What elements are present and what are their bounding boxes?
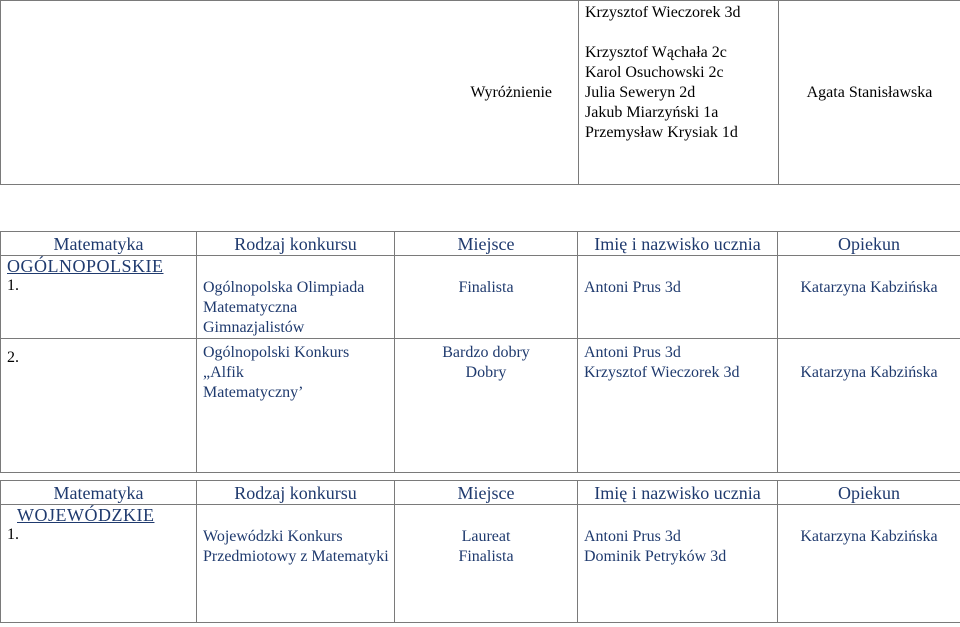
table-row <box>1 339 960 473</box>
header-subject: Matematyka <box>1 481 197 505</box>
row-number: 2. <box>7 349 19 366</box>
teacher-name: Katarzyna Kabzińska <box>800 364 938 381</box>
contest-name: Ogólnopolski Konkurs „Alfik <box>203 344 350 381</box>
student-cell <box>578 256 778 339</box>
row-number: 1. <box>7 526 19 543</box>
student-cell <box>578 339 778 473</box>
row-number-cell <box>1 339 197 473</box>
place-value: Laureat <box>461 528 511 545</box>
place-cell <box>395 256 578 339</box>
place-cell <box>395 339 578 473</box>
header-place: Miejsce <box>395 232 578 256</box>
place-cell <box>395 505 578 623</box>
table-ogolnopolskie <box>0 231 960 473</box>
row-number-cell <box>1 256 197 339</box>
student-name: Antoni Prus 3d <box>584 528 681 545</box>
student-cell <box>578 505 778 623</box>
teacher-cell <box>778 505 960 623</box>
top-teacher-cell <box>779 1 960 185</box>
top-table <box>0 0 960 185</box>
section-title: WOJEWÓDZKIE <box>17 505 155 525</box>
top-student: Karol Osuchowski 2c <box>585 64 724 81</box>
top-student: Krzysztof Wąchała 2c <box>585 44 727 61</box>
contest-name: Matematyczny’ <box>203 384 304 401</box>
place-value: Finalista <box>458 548 514 565</box>
place-value: Dobry <box>465 364 507 381</box>
contest-cell <box>197 339 395 473</box>
top-students-cell <box>579 1 779 185</box>
table-wojewodzkie <box>0 480 960 623</box>
table-row <box>1 505 960 623</box>
student-name: Antoni Prus 3d <box>584 344 681 361</box>
header-teacher: Opiekun <box>778 481 960 505</box>
place-value: Finalista <box>458 279 514 296</box>
header-row <box>1 232 960 256</box>
top-student: Jakub Miarzyński 1a <box>585 104 719 121</box>
contest-cell <box>197 505 395 623</box>
top-category-cell <box>1 1 579 185</box>
top-student-first: Krzysztof Wieczorek 3d <box>585 4 741 21</box>
top-category: Wyróżnienie <box>470 83 552 101</box>
contest-name: Przedmiotowy z Matematyki <box>203 548 389 565</box>
top-teacher: Agata Stanisławska <box>806 83 933 101</box>
row-number-cell <box>1 505 197 623</box>
table-row <box>1 256 960 339</box>
contest-cell <box>197 256 395 339</box>
header-student: Imię i nazwisko ucznia <box>578 232 778 256</box>
student-name: Antoni Prus 3d <box>584 279 681 296</box>
teacher-name: Katarzyna Kabzińska <box>800 279 938 296</box>
top-student: Julia Seweryn 2d <box>585 84 696 101</box>
header-place: Miejsce <box>395 481 578 505</box>
top-student: Przemysław Krysiak 1d <box>585 124 738 141</box>
row-number: 1. <box>7 277 19 294</box>
contest-name: Wojewódzki Konkurs <box>203 528 343 545</box>
header-teacher: Opiekun <box>778 232 960 256</box>
header-type: Rodzaj konkursu <box>197 481 395 505</box>
header-subject: Matematyka <box>1 232 197 256</box>
section-title: OGÓLNOPOLSKIE <box>7 256 164 276</box>
student-name: Krzysztof Wieczorek 3d <box>584 364 740 381</box>
header-row <box>1 481 960 505</box>
teacher-name: Katarzyna Kabzińska <box>800 528 938 545</box>
contest-name: Matematyczna Gimnazjalistów <box>203 299 305 336</box>
teacher-cell <box>778 339 960 473</box>
student-name: Dominik Petryków 3d <box>584 548 727 565</box>
header-student: Imię i nazwisko ucznia <box>578 481 778 505</box>
header-type: Rodzaj konkursu <box>197 232 395 256</box>
teacher-cell <box>778 256 960 339</box>
place-value: Bardzo dobry <box>442 344 530 361</box>
contest-name: Ogólnopolska Olimpiada <box>203 279 365 296</box>
